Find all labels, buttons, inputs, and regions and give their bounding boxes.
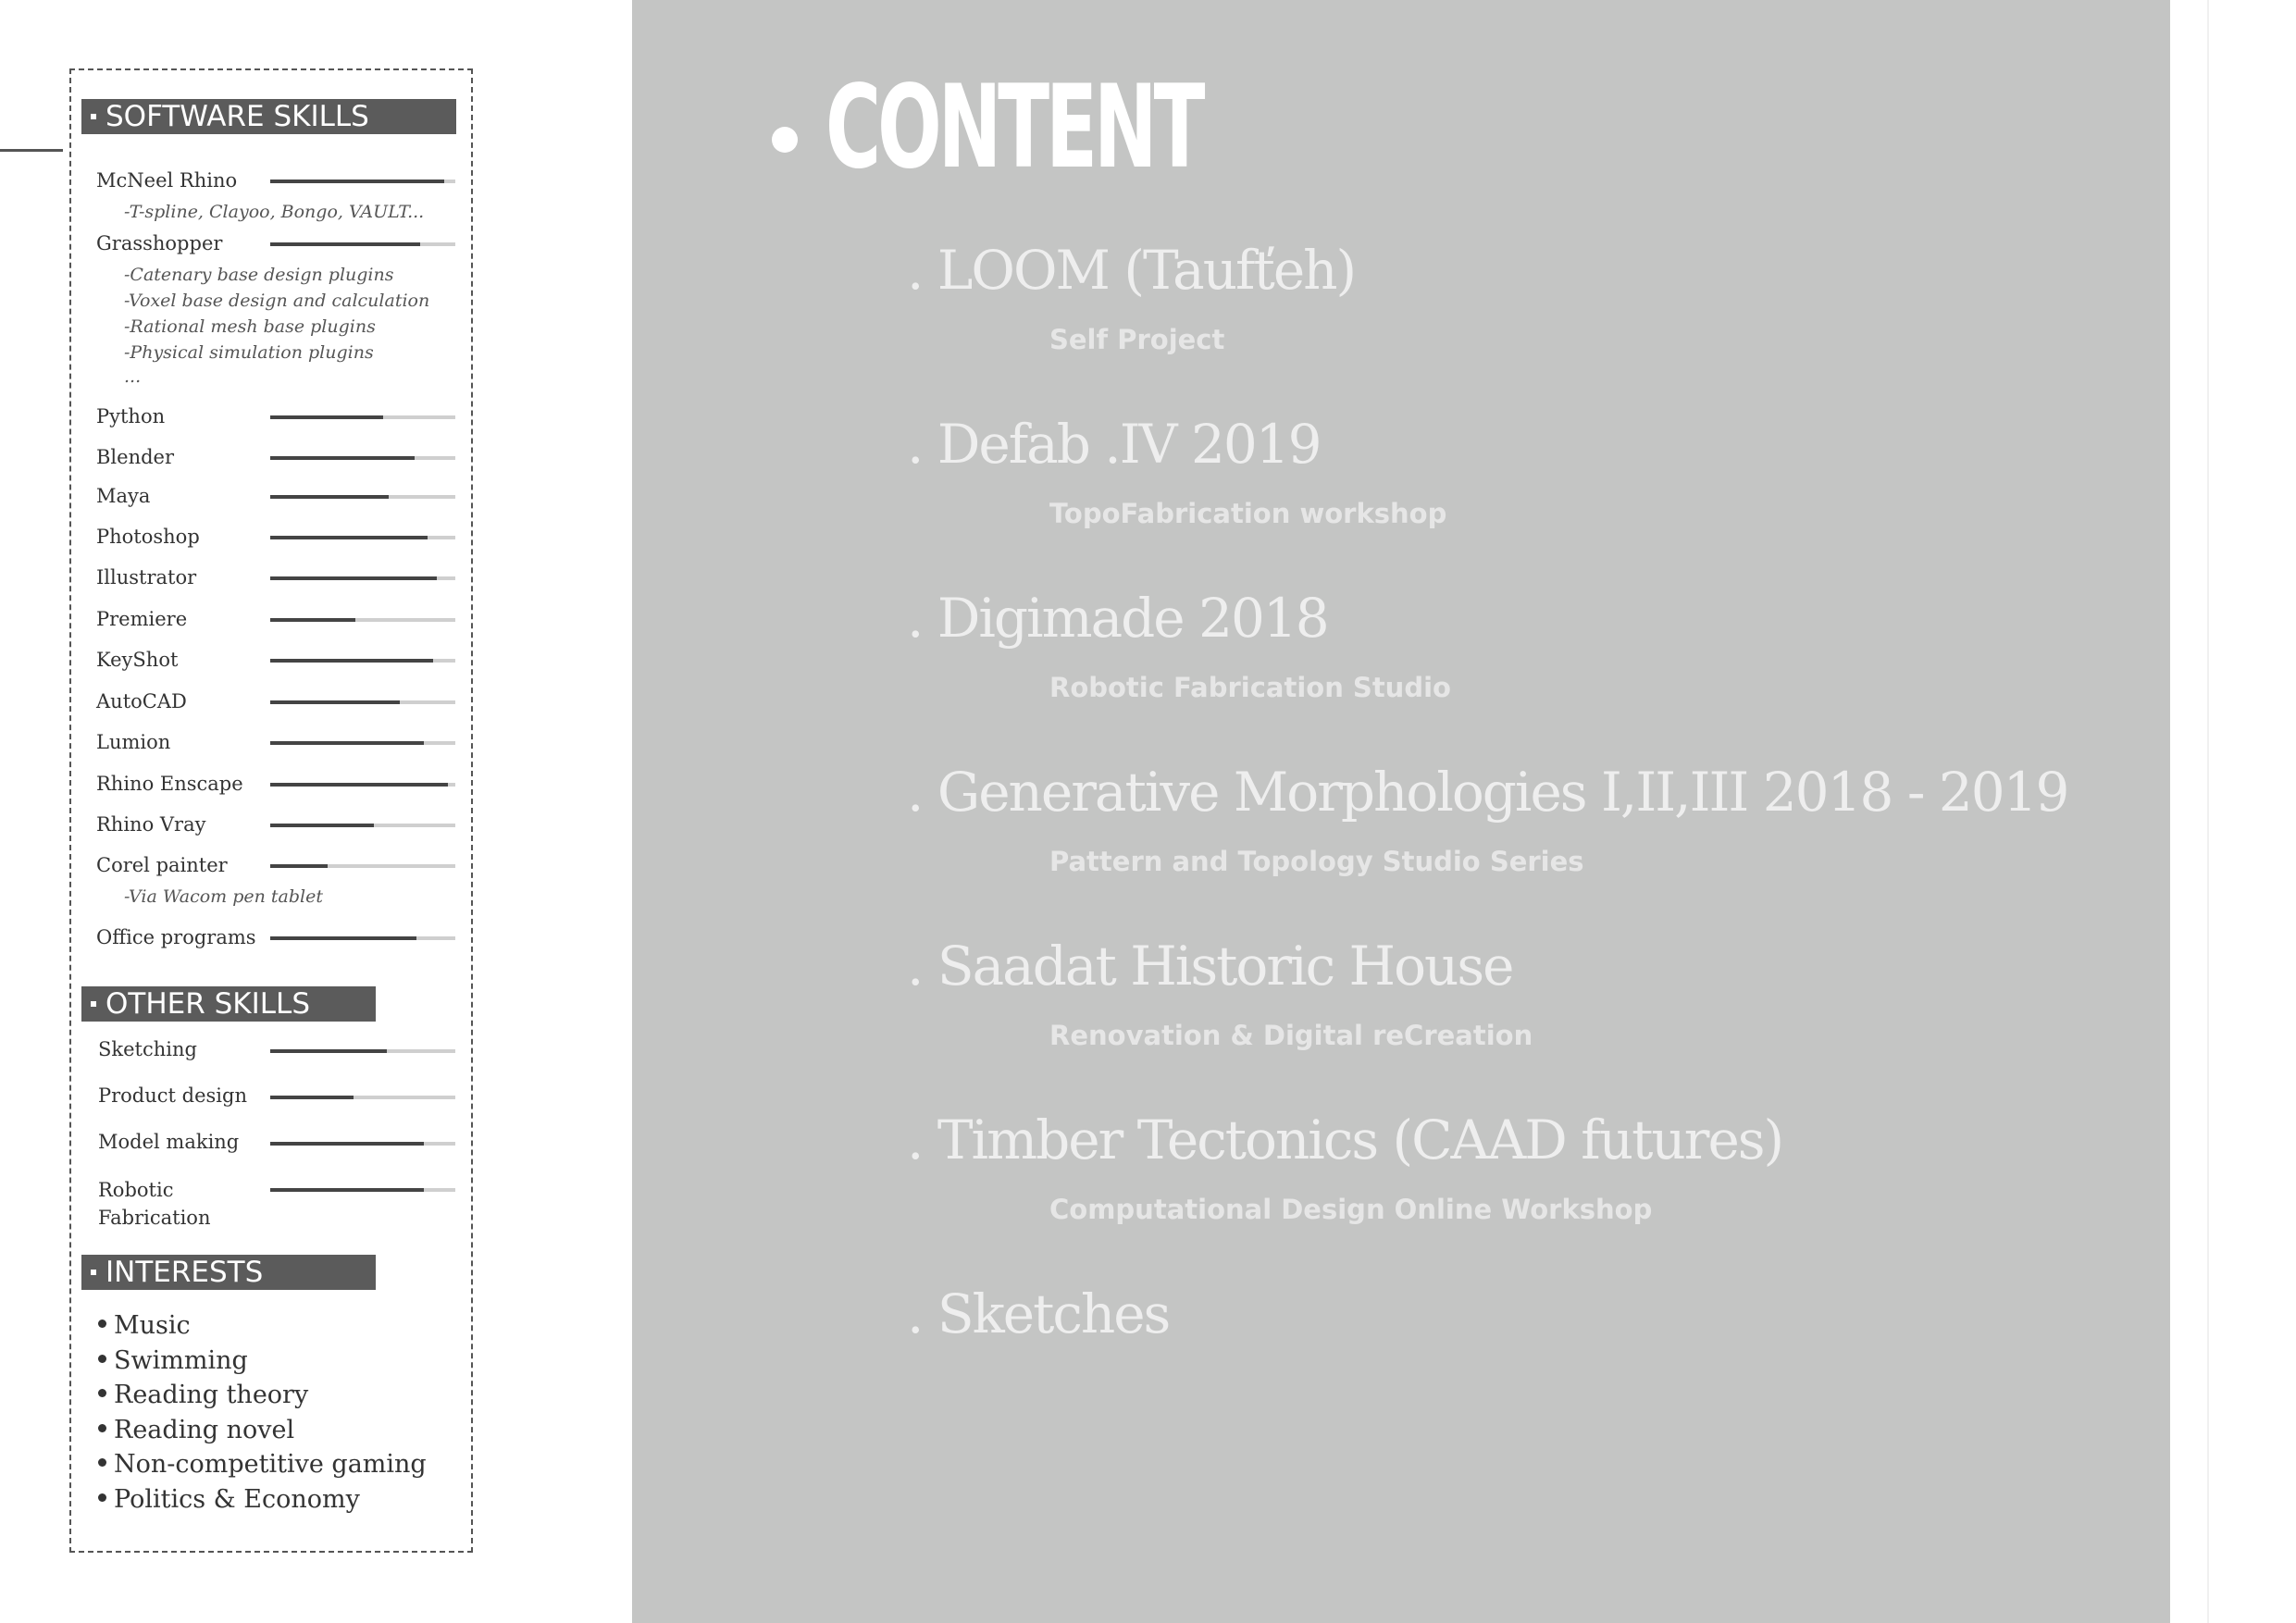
bullet-icon [98,1493,106,1502]
bullet-icon [98,1458,106,1467]
interest-label: Reading theory [114,1381,309,1409]
other-skill-name: Robotic Fabrication [98,1179,211,1229]
skill-name: Lumion [96,731,171,753]
other-skill-level-fill [270,1096,354,1099]
other-skills-header: OTHER SKILLS [81,986,376,1022]
skill-name: Illustrator [96,566,197,588]
skill-level-fill [270,456,415,460]
skill-level-bar [270,576,455,580]
interest-item [98,1345,248,1377]
software-skills-header: SOFTWARE SKILLS [81,99,456,134]
square-bullet-icon [91,1270,96,1275]
skill-name: McNeel Rhino [96,169,238,192]
other-skill-name: Sketching [98,1038,197,1060]
content-title: CONTENT [825,61,1202,194]
skill-level-fill [270,741,424,745]
other-skill-name: Product design [98,1084,247,1107]
project-title: . Digimade 2018 [907,587,1328,650]
skill-level-bar [270,741,455,745]
project-title: . Sketches [907,1282,1170,1345]
skill-name: Maya [96,485,151,507]
skill-name: Grasshopper [96,232,223,254]
project-subtitle: Self Project [1049,324,1225,355]
skill-level-bar [270,700,455,704]
skill-name: KeyShot [96,649,179,671]
project-subtitle: Renovation & Digital reCreation [1049,1020,1533,1051]
other-skill-level-bar [270,1096,455,1099]
other-skill-level-bar [270,1142,455,1146]
skill-level-fill [270,700,400,704]
other-skill-level-fill [270,1142,424,1146]
skill-level-fill [270,536,428,539]
skill-level-bar [270,180,455,183]
skill-note: -Via Wacom pen tablet [124,886,323,907]
skill-level-fill [270,180,444,183]
skill-note: -Rational mesh base plugins [124,316,376,337]
project-subtitle: Robotic Fabrication Studio [1049,672,1451,703]
other-skill-level-fill [270,1188,424,1192]
skill-name: Rhino Enscape [96,773,243,795]
project-title: . Timber Tectonics (CAAD futures) [907,1109,1783,1171]
skill-level-fill [270,495,389,499]
skill-level-bar [270,824,455,827]
skill-level-bar [270,415,455,419]
skill-note: -Physical simulation plugins [124,342,374,363]
interest-item [98,1449,427,1481]
bullet-icon [98,1424,106,1432]
skill-level-bar [270,618,455,622]
interests-header: INTERESTS [81,1255,376,1290]
skill-level-fill [270,936,416,940]
skill-level-bar [270,536,455,539]
skill-level-fill [270,242,420,246]
page-edge-line [2207,0,2209,1623]
interest-item [98,1484,360,1516]
skill-name: Blender [96,446,175,468]
title-bullet-icon [772,127,798,153]
skill-name: Corel painter [96,854,228,876]
skill-level-fill [270,618,355,622]
square-bullet-icon [91,114,96,119]
other-skill-level-bar [270,1049,455,1053]
skill-level-bar [270,783,455,787]
interest-label: Swimming [114,1345,248,1375]
project-subtitle: TopoFabrication workshop [1049,498,1447,529]
skill-name: Python [96,405,166,427]
bullet-icon [98,1389,106,1397]
skill-note: ... [124,366,142,387]
bullet-icon [98,1319,106,1328]
skill-level-fill [270,415,383,419]
skill-level-fill [270,824,374,827]
interest-item [98,1380,308,1411]
project-title: . Generative Morphologies I,II,III 2018 - 2019 [907,761,2068,824]
skill-level-fill [270,783,448,787]
project-title: . Defab .IV 2019 [907,413,1321,476]
skill-level-fill [270,864,328,868]
skill-note: -Voxel base design and calculation [124,291,430,311]
project-subtitle: Pattern and Topology Studio Series [1049,846,1584,877]
project-title: . LOOM (Taufťeh) [907,239,1356,302]
interest-label: Reading novel [114,1415,295,1444]
other-skill-level-bar [270,1188,455,1192]
bullet-icon [98,1355,106,1363]
skill-name: Office programs [96,926,256,948]
edge-rule [0,149,63,152]
interest-label: Music [114,1311,191,1340]
skill-level-fill [270,576,437,580]
interest-label: Politics & Economy [114,1484,360,1514]
other-skill-level-fill [270,1049,387,1053]
interest-item [98,1310,191,1342]
skill-level-bar [270,495,455,499]
project-subtitle: Computational Design Online Workshop [1049,1194,1653,1225]
interest-item [98,1415,294,1446]
skill-note: -T-spline, Clayoo, Bongo, VAULT... [124,202,425,222]
skill-level-bar [270,242,455,246]
skill-level-fill [270,659,433,663]
skill-level-bar [270,659,455,663]
interest-label: Non-competitive gaming [114,1450,427,1479]
project-title: . Saadat Historic House [907,935,1513,997]
skill-level-bar [270,456,455,460]
skill-level-bar [270,864,455,868]
skill-level-bar [270,936,455,940]
skill-name: Rhino Vray [96,813,206,836]
skill-name: Photoshop [96,526,200,548]
skill-name: Premiere [96,608,188,630]
skill-name: AutoCAD [96,690,187,712]
square-bullet-icon [91,1001,96,1007]
skill-note: -Catenary base design plugins [124,265,394,285]
other-skill-name: Model making [98,1131,240,1153]
